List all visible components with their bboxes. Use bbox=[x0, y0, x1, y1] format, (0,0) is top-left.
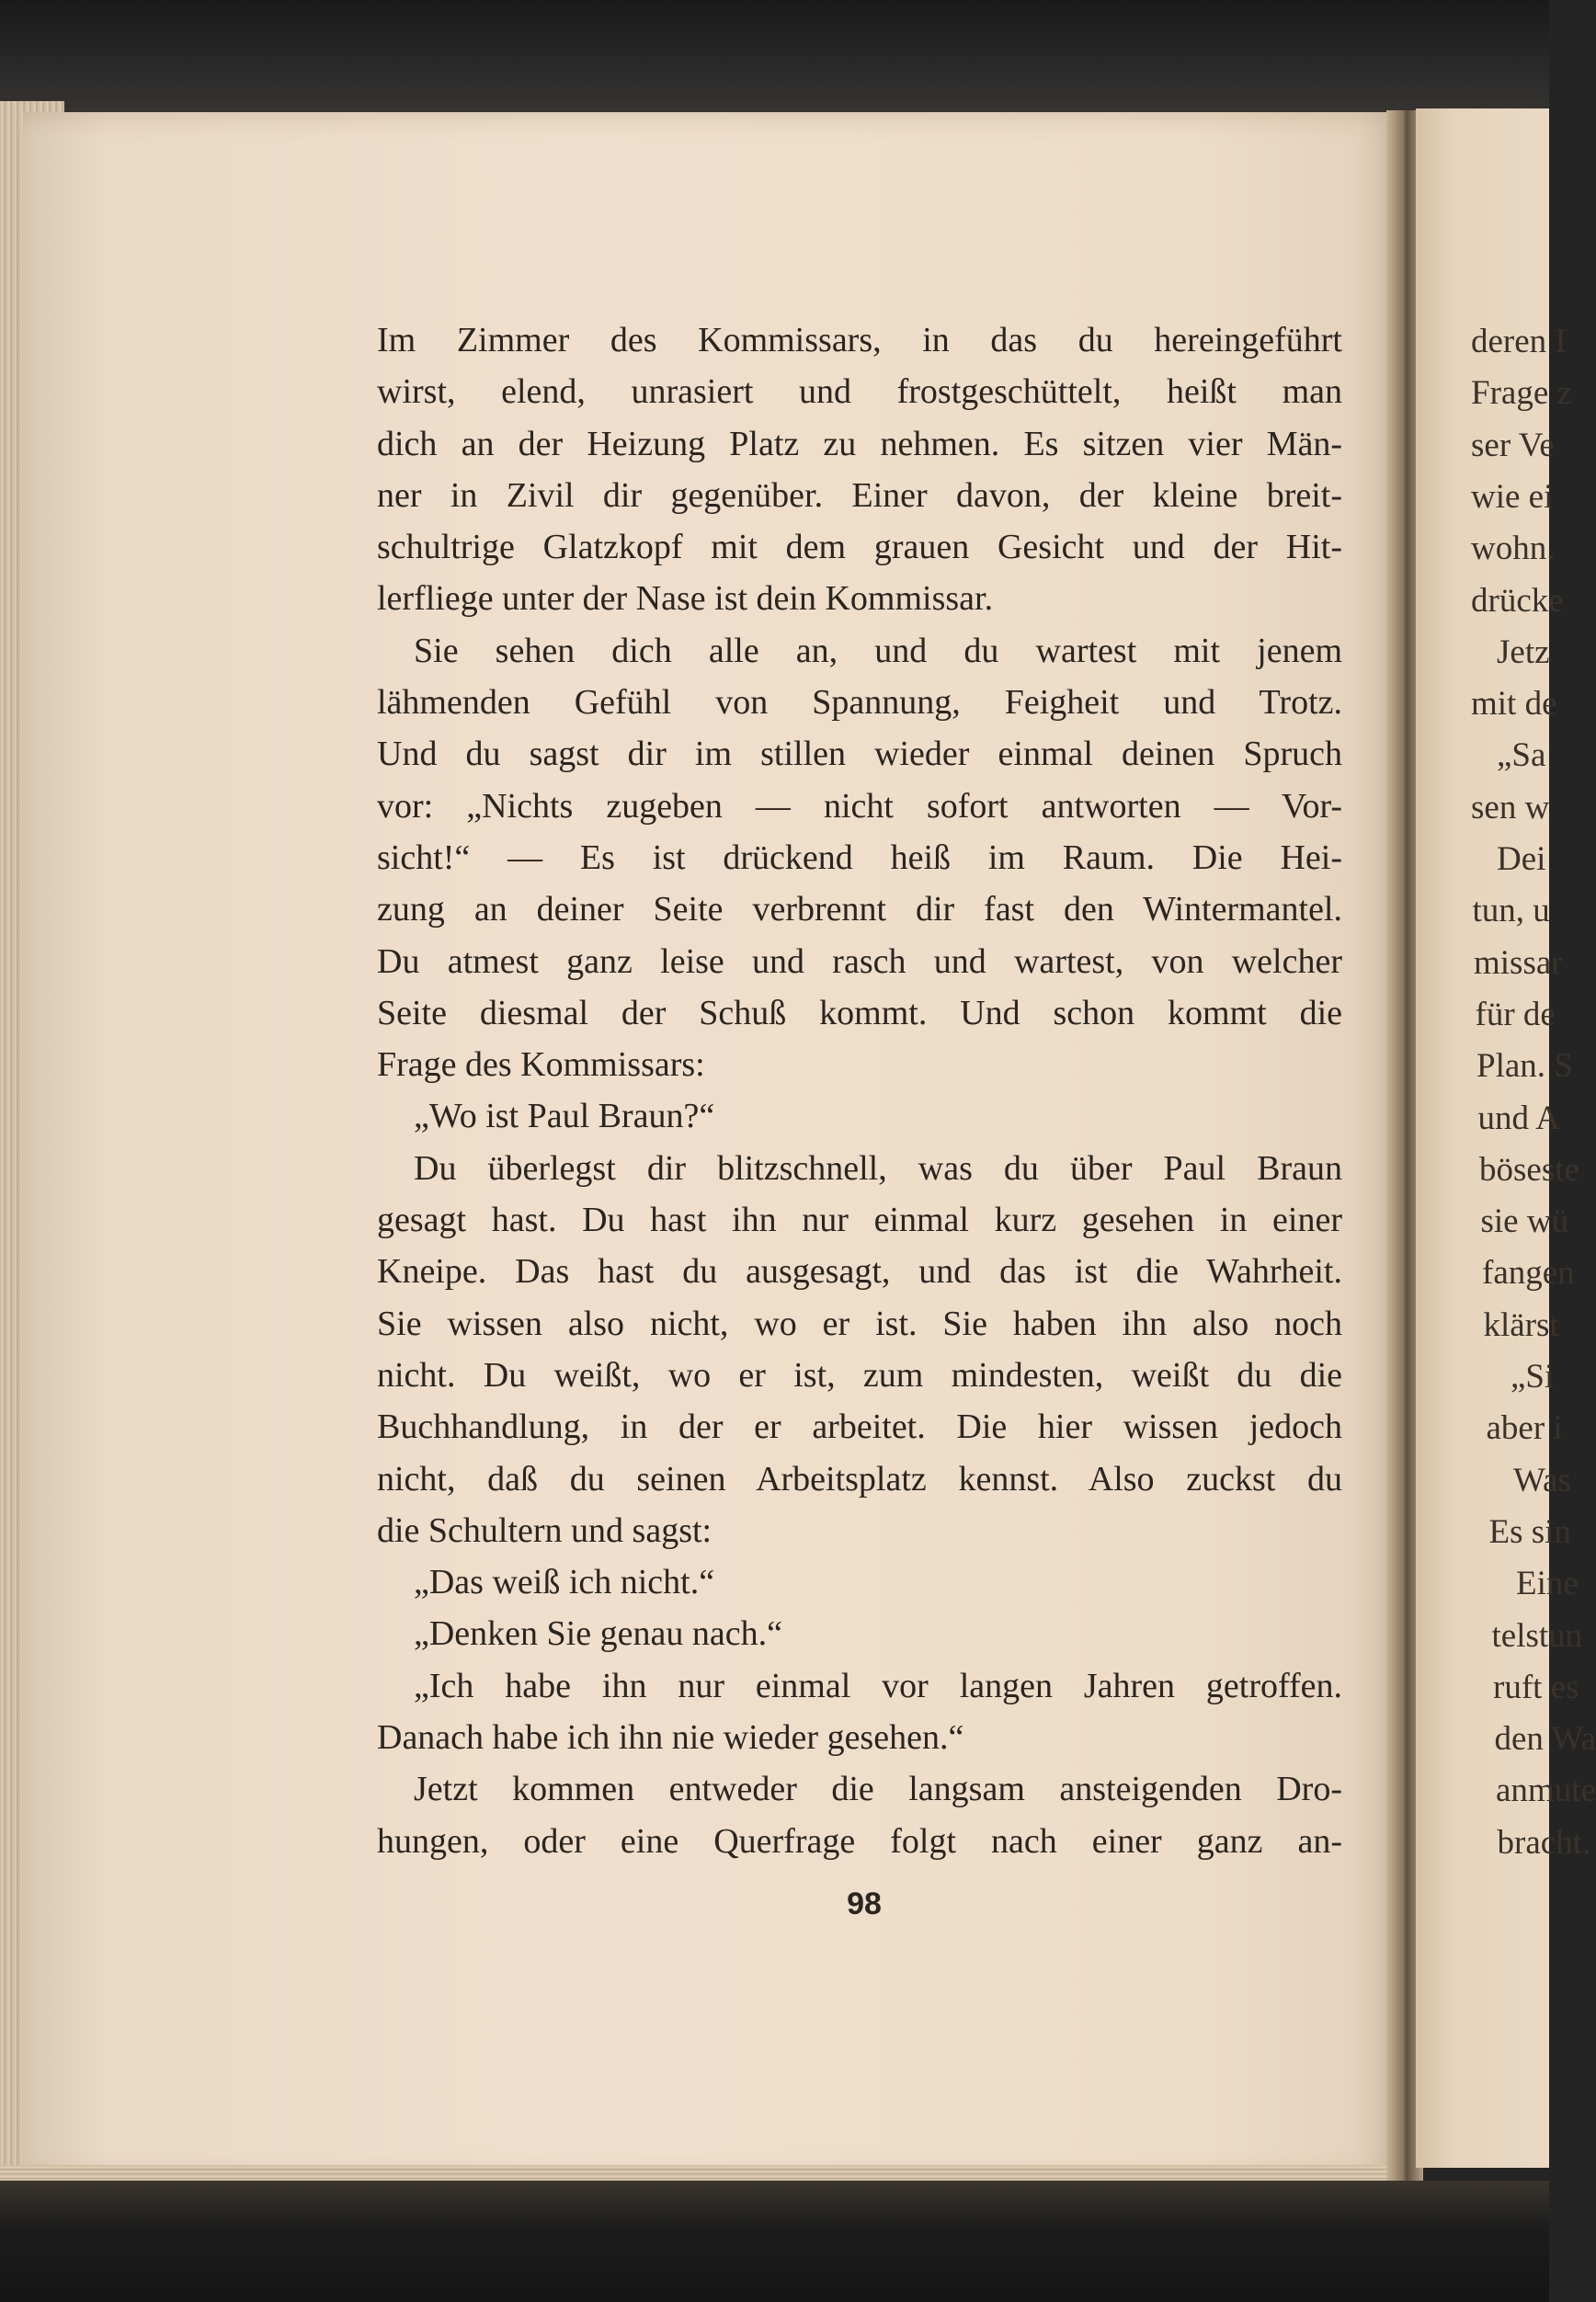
facing-page-line: sie wü bbox=[1480, 1202, 1569, 1241]
facing-page-line: Was bbox=[1513, 1461, 1571, 1499]
facing-page-line: und A bbox=[1477, 1099, 1560, 1137]
text-line: Sie wissen also nicht, wo er ist. Sie haben ihn also noch bbox=[377, 1304, 1342, 1343]
text-line: dich an der Heizung Platz zu nehmen. Es sitzen vier Män- bbox=[377, 424, 1342, 463]
facing-page-line: wie ei bbox=[1471, 477, 1554, 516]
facing-page-line: böseste bbox=[1479, 1150, 1579, 1189]
text-line: Und du sagst dir im stillen wieder einmal deinen Spruch bbox=[377, 735, 1342, 774]
text-line: Im Zimmer des Kommissars, in das du hereingeführt bbox=[377, 321, 1342, 359]
text-line: sicht!“ — Es ist drückend heiß im Raum. Die Hei- bbox=[377, 838, 1342, 877]
text-line: wirst, elend, unrasiert und frostgeschüttelt, heißt man bbox=[377, 372, 1342, 412]
text-line: Danach habe ich ihn nie wieder gesehen.“ bbox=[377, 1718, 964, 1758]
facing-page-line: bracht. bbox=[1497, 1823, 1591, 1862]
text-line: Du überlegst dir blitzschnell, was du über Paul Braun bbox=[414, 1148, 1342, 1188]
facing-page-line: „Sa bbox=[1497, 736, 1546, 775]
facing-page-line: Plan. S bbox=[1476, 1047, 1573, 1086]
facing-page-line: für de bbox=[1475, 995, 1556, 1033]
text-line: nicht, daß du seinen Arbeitsplatz kennst. Also zuckst du bbox=[377, 1459, 1342, 1499]
facing-page-line: aber i bbox=[1486, 1409, 1563, 1448]
bottom-shadow bbox=[0, 2181, 1549, 2302]
text-line: Buchhandlung, in der er arbeitet. Die hier wissen jedoch bbox=[377, 1407, 1342, 1447]
text-line: Seite diesmal der Schuß kommt. Und schon kommt die bbox=[377, 993, 1342, 1032]
facing-page-line: Es sin bbox=[1488, 1512, 1571, 1551]
facing-page-line: klärst bbox=[1483, 1305, 1559, 1344]
facing-page-line: Frage z bbox=[1471, 374, 1572, 413]
facing-page-line: missar bbox=[1474, 943, 1563, 982]
facing-page-line: mit de bbox=[1471, 685, 1557, 724]
text-line: die Schultern und sagst: bbox=[377, 1510, 712, 1550]
facing-page-line: Jetz bbox=[1497, 632, 1550, 671]
text-line: vor: „Nichts zugeben — nicht sofort antworten — Vor- bbox=[377, 786, 1342, 826]
facing-page bbox=[1416, 108, 1596, 2168]
facing-page-line: Eine bbox=[1516, 1565, 1579, 1603]
text-line: Kneipe. Das hast du ausgesagt, und das ist die Wahrheit. bbox=[377, 1252, 1342, 1292]
body-text bbox=[377, 314, 1342, 1867]
text-line: schultrige Glatzkopf mit dem grauen Gesicht und der Hit- bbox=[377, 528, 1342, 567]
facing-page-line: deren I bbox=[1471, 323, 1567, 360]
text-line: hungen, oder eine Querfrage folgt nach einer ganz an- bbox=[377, 1821, 1342, 1861]
text-line: nicht. Du weißt, wo er ist, zum mindesten, weißt du die bbox=[377, 1355, 1342, 1395]
text-line: gesagt hast. Du hast ihn nur einmal kurz gesehen in einer bbox=[377, 1201, 1342, 1240]
facing-page-line: drücke bbox=[1471, 581, 1564, 620]
text-line: Sie sehen dich alle an, und du wartest mit jenem bbox=[414, 631, 1342, 670]
facing-page-line: telstun bbox=[1491, 1616, 1583, 1655]
text-line: „Wo ist Paul Braun?“ bbox=[414, 1097, 715, 1136]
text-line: Jetzt kommen entweder die langsam ansteigenden Dro- bbox=[414, 1770, 1342, 1809]
facing-page-line: sen w bbox=[1471, 788, 1550, 826]
text-line: „Das weiß ich nicht.“ bbox=[414, 1563, 715, 1602]
text-line: lähmenden Gefühl von Spannung, Feigheit und Trotz. bbox=[377, 683, 1342, 723]
text-line: Frage des Kommissars: bbox=[377, 1045, 705, 1085]
text-line: zung an deiner Seite verbrennt dir fast den Wintermantel. bbox=[377, 890, 1342, 929]
facing-page-line: fangen bbox=[1482, 1254, 1575, 1293]
text-line: „Denken Sie genau nach.“ bbox=[414, 1614, 782, 1654]
text-line: lerfliege unter der Nase ist dein Kommissar. bbox=[377, 579, 994, 619]
page-number: 98 bbox=[847, 1886, 882, 1921]
text-line: Du atmest ganz leise und rasch und wartest, von welcher bbox=[377, 941, 1342, 981]
text-line: „Ich habe ihn nur einmal vor langen Jahren getroffen. bbox=[414, 1666, 1342, 1705]
facing-page-line: Dei bbox=[1497, 840, 1546, 878]
facing-page-line: ser Ve bbox=[1471, 426, 1555, 464]
facing-page-line: wohn. bbox=[1471, 530, 1556, 568]
top-shadow bbox=[0, 0, 1549, 124]
text-line: ner in Zivil dir gegenüber. Einer davon, der kleine breit- bbox=[377, 475, 1342, 515]
facing-page-line: „Si bbox=[1510, 1358, 1555, 1396]
facing-page-line: den Wa bbox=[1494, 1720, 1596, 1759]
facing-page-line: tun, u bbox=[1472, 892, 1550, 930]
facing-page-line: anmute bbox=[1496, 1772, 1596, 1810]
facing-page-line: ruft es bbox=[1493, 1668, 1579, 1706]
